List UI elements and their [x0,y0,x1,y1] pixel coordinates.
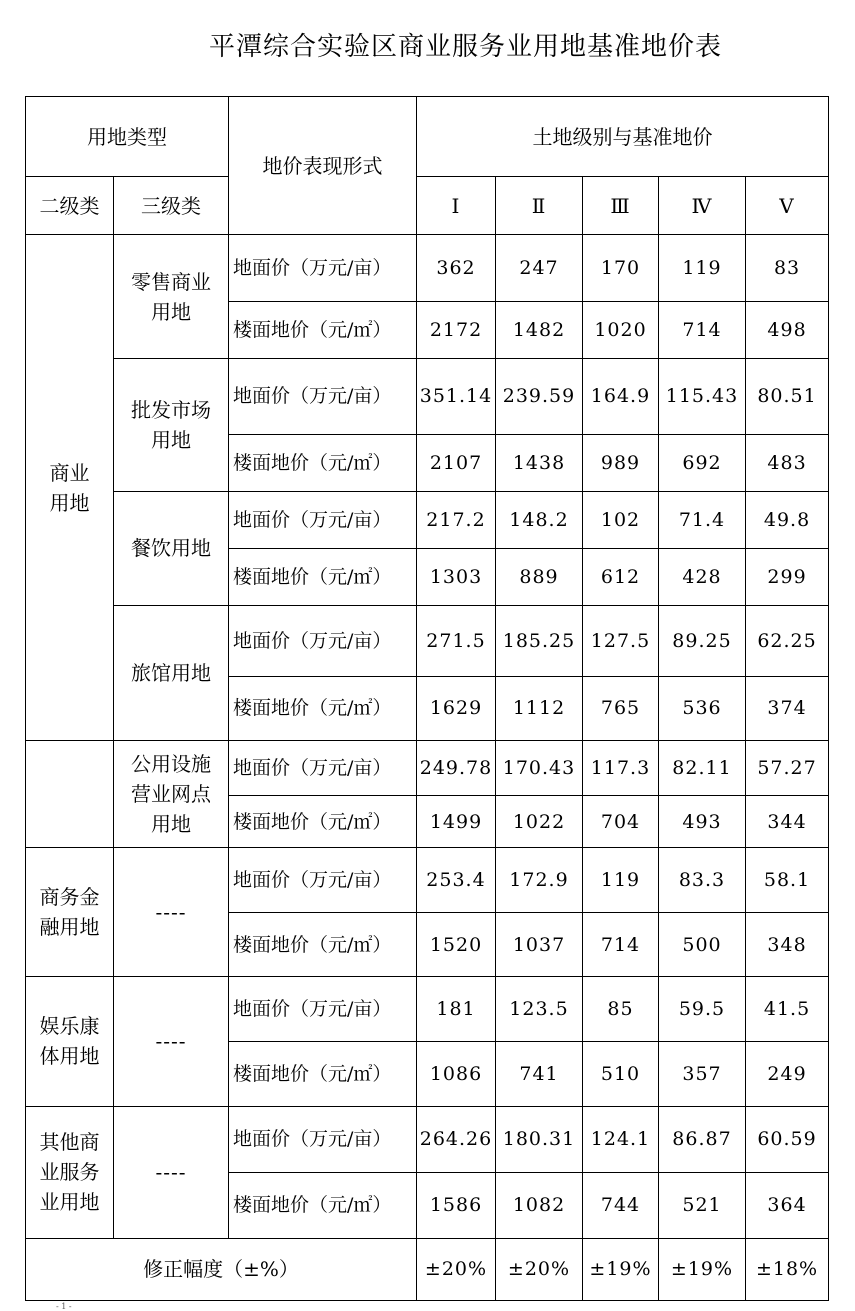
price-cell: 889 [496,548,583,605]
form-floor-price: 楼面地价（元/㎡） [229,913,417,977]
price-cell: 271.5 [417,605,496,676]
price-cell: 1022 [496,796,583,848]
correction-value: ±18% [746,1238,829,1300]
table-row [26,977,829,1042]
price-cell: 249.78 [417,741,496,796]
table-row [26,741,829,796]
price-cell: 299 [746,548,829,605]
price-cell: 89.25 [659,605,746,676]
price-cell: 41.5 [746,977,829,1042]
second-class-cell: 娱乐康 体用地 [26,977,114,1106]
price-cell: 119 [583,848,659,913]
price-cell: 714 [659,302,746,359]
form-floor-price: 楼面地价（元/㎡） [229,302,417,359]
header-level-5: Ⅴ [746,177,829,235]
form-land-price: 地面价（万元/亩） [229,491,417,548]
price-cell: 500 [659,913,746,977]
price-cell: 83 [746,235,829,302]
price-cell: 510 [583,1042,659,1106]
price-cell: 82.11 [659,741,746,796]
form-land-price: 地面价（万元/亩） [229,1106,417,1172]
price-cell: 60.59 [746,1106,829,1172]
page-footer-mark: - 1 - [56,1302,72,1311]
land-price-table [25,96,829,1301]
price-cell: 1303 [417,548,496,605]
price-cell: 57.27 [746,741,829,796]
price-cell: 85 [583,977,659,1042]
price-cell: 172.9 [496,848,583,913]
correction-value: ±19% [659,1238,746,1300]
second-class-cell: 其他商 业服务 业用地 [26,1106,114,1238]
form-land-price: 地面价（万元/亩） [229,741,417,796]
table-row [26,1106,829,1172]
correction-value: ±20% [417,1238,496,1300]
header-third-class: 三级类 [114,177,229,235]
price-cell: 1520 [417,913,496,977]
header-level-group: 土地级别与基准地价 [417,97,829,177]
price-cell: 185.25 [496,605,583,676]
form-land-price: 地面价（万元/亩） [229,605,417,676]
price-cell: 217.2 [417,491,496,548]
table-row [26,177,829,235]
price-cell: 1438 [496,434,583,491]
third-class-cell: 餐饮用地 [114,491,229,605]
price-cell: 493 [659,796,746,848]
third-class-cell: 旅馆用地 [114,605,229,740]
price-cell: 428 [659,548,746,605]
price-cell: 498 [746,302,829,359]
form-land-price: 地面价（万元/亩） [229,235,417,302]
price-cell: 49.8 [746,491,829,548]
price-cell: 612 [583,548,659,605]
price-cell: 989 [583,434,659,491]
third-class-cell: 批发市场 用地 [114,359,229,491]
price-cell: 483 [746,434,829,491]
price-cell: 692 [659,434,746,491]
form-floor-price: 楼面地价（元/㎡） [229,548,417,605]
price-cell: 148.2 [496,491,583,548]
form-land-price: 地面价（万元/亩） [229,359,417,434]
correction-label: 修正幅度（±%） [26,1238,417,1300]
form-land-price: 地面价（万元/亩） [229,977,417,1042]
price-cell: 119 [659,235,746,302]
price-cell: 357 [659,1042,746,1106]
price-cell: 170 [583,235,659,302]
price-cell: 249 [746,1042,829,1106]
table-row [26,359,829,434]
price-cell: 102 [583,491,659,548]
price-cell: 374 [746,676,829,740]
header-second-class: 二级类 [26,177,114,235]
header-level-2: Ⅱ [496,177,583,235]
price-cell: 1037 [496,913,583,977]
price-cell: 1112 [496,676,583,740]
price-cell: 170.43 [496,741,583,796]
price-cell: 704 [583,796,659,848]
price-cell: 344 [746,796,829,848]
price-cell: 253.4 [417,848,496,913]
price-cell: 58.1 [746,848,829,913]
second-class-cell: 商业 用地 [26,235,114,741]
header-price-form: 地价表现形式 [229,97,417,235]
price-cell: 62.25 [746,605,829,676]
header-level-3: Ⅲ [583,177,659,235]
price-cell: 1586 [417,1172,496,1238]
price-cell: 59.5 [659,977,746,1042]
form-floor-price: 楼面地价（元/㎡） [229,434,417,491]
price-cell: 1082 [496,1172,583,1238]
table-row [26,491,829,548]
price-cell: 239.59 [496,359,583,434]
form-floor-price: 楼面地价（元/㎡） [229,1042,417,1106]
price-cell: 117.3 [583,741,659,796]
price-cell: 348 [746,913,829,977]
price-cell: 123.5 [496,977,583,1042]
form-floor-price: 楼面地价（元/㎡） [229,796,417,848]
price-cell: 127.5 [583,605,659,676]
price-cell: 1020 [583,302,659,359]
price-cell: 714 [583,913,659,977]
price-cell: 83.3 [659,848,746,913]
price-cell: 71.4 [659,491,746,548]
form-floor-price: 楼面地价（元/㎡） [229,1172,417,1238]
price-cell: 741 [496,1042,583,1106]
price-cell: 536 [659,676,746,740]
table-row [26,97,829,177]
second-class-cell: 商务金 融用地 [26,848,114,977]
form-floor-price: 楼面地价（元/㎡） [229,676,417,740]
price-cell: 264.26 [417,1106,496,1172]
price-cell: 2172 [417,302,496,359]
correction-value: ±20% [496,1238,583,1300]
third-class-cell: ---- [114,977,229,1106]
table-row [26,1238,829,1300]
price-cell: 1482 [496,302,583,359]
price-cell: 1629 [417,676,496,740]
price-cell: 364 [746,1172,829,1238]
header-level-4: Ⅳ [659,177,746,235]
price-cell: 80.51 [746,359,829,434]
price-cell: 164.9 [583,359,659,434]
price-cell: 2107 [417,434,496,491]
price-cell: 362 [417,235,496,302]
table-row [26,848,829,913]
price-cell: 115.43 [659,359,746,434]
price-cell: 247 [496,235,583,302]
page-title: 平潭综合实验区商业服务业用地基准地价表 [208,32,722,62]
header-level-1: Ⅰ [417,177,496,235]
price-cell: 744 [583,1172,659,1238]
form-land-price: 地面价（万元/亩） [229,848,417,913]
second-class-cell [26,741,114,848]
third-class-cell: ---- [114,848,229,977]
price-cell: 1499 [417,796,496,848]
price-cell: 181 [417,977,496,1042]
price-cell: 124.1 [583,1106,659,1172]
price-cell: 521 [659,1172,746,1238]
price-cell: 1086 [417,1042,496,1106]
correction-value: ±19% [583,1238,659,1300]
table-row [26,235,829,302]
price-cell: 765 [583,676,659,740]
third-class-cell: 公用设施 营业网点 用地 [114,741,229,848]
third-class-cell: 零售商业 用地 [114,235,229,359]
third-class-cell: ---- [114,1106,229,1238]
header-land-type: 用地类型 [26,97,229,177]
table-row [26,605,829,676]
price-cell: 351.14 [417,359,496,434]
price-cell: 180.31 [496,1106,583,1172]
price-cell: 86.87 [659,1106,746,1172]
